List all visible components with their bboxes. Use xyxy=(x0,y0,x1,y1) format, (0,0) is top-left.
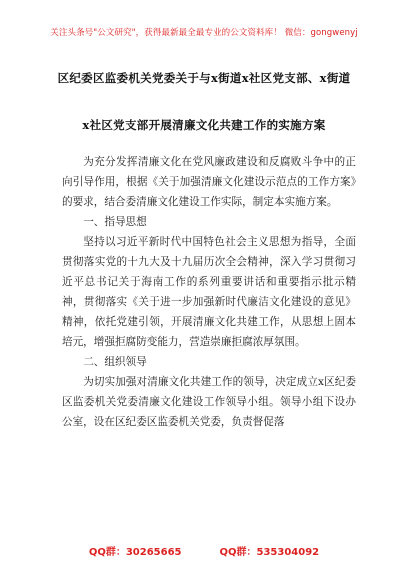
top-promo-banner: 关注头条号"公文研究"，获得最新最全最专业的公文资料库！ 微信：gongwenyj xyxy=(50,28,358,38)
section-heading-organization: 二、组织领导 xyxy=(83,356,147,368)
document-title-line-2: x社区党支部开展清廉文化共建工作的实施方案 xyxy=(82,118,326,132)
intro-paragraph: 为充分发挥清廉文化在党风廉政建设和反腐败斗争中的正向引导作用，根据《关于加强清廉文化建设示范点的工作方案》的要求，结合委清廉文化建设工作实际，制定本实施方案。 xyxy=(62,156,356,208)
footer-qq-group-2: QQ群：535304092 xyxy=(219,547,320,558)
footer-qq-group-1: QQ群：30265665 xyxy=(88,547,182,558)
section-paragraph-organization: 为切实加强对清廉文化共建工作的领导，决定成立x区纪委区监委机关党委清廉文化建设工作领导小组。领导小组下设办公室，设在区纪委区监委机关党委，负责督促落 xyxy=(62,376,356,428)
section-heading-guiding-thought: 一、指导思想 xyxy=(83,216,147,228)
document-title-line-1: 区纪委区监委机关党委关于与x街道x社区党支部、x街道 xyxy=(57,71,351,85)
document-body xyxy=(62,152,356,432)
footer-contact xyxy=(0,543,408,558)
section-paragraph-guiding-thought: 坚持以习近平新时代中国特色社会主义思想为指导，全面贯彻落实党的十九大及十九届历次全会精神，深入学习贯彻习近平总书记关于海南工作的系列重要讲话和重要指示批示精神，贯彻落实《关于进一步加强新时代廉洁文化建设的意见》精神，依托党建引领，开展清廉文化共建工作，从思想上固本培元，增强拒腐防变能力，营造崇廉拒腐浓厚氛围。 xyxy=(62,236,356,348)
